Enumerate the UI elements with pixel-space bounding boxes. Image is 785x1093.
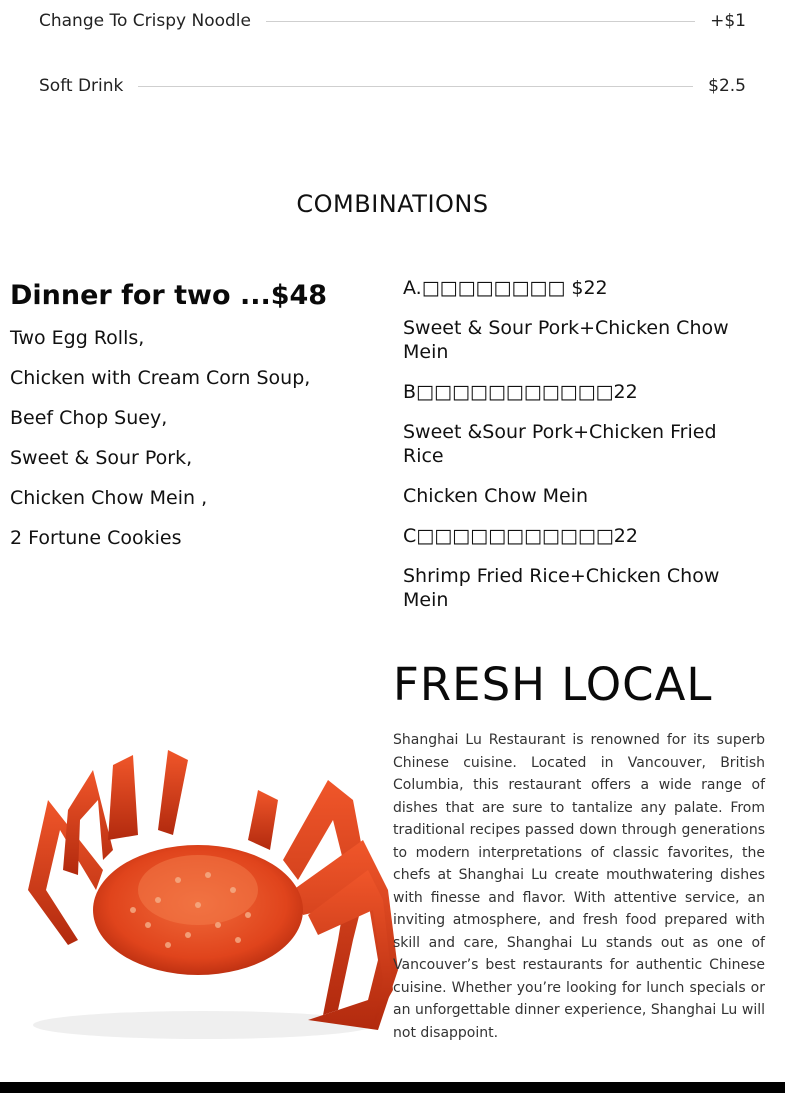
addon-name: Change To Crispy Noodle	[39, 11, 251, 31]
dinner-item: Sweet & Sour Pork,	[10, 447, 193, 469]
dinner-title: Dinner for two ...$48	[10, 280, 328, 311]
addon-price: $2.5	[708, 76, 746, 96]
section-title: COMBINATIONS	[296, 190, 489, 218]
combo-heading: B□□□□□□□□□□□22	[403, 381, 638, 403]
fresh-local-description: Shanghai Lu Restaurant is renowned for its superb Chinese cuisine. Located in Vancouver, British Columbia, this restaurant offers a wide range of dishes that are sure to tantalize any palate. From traditional recipes passed down through generations to modern interpretations of classic favorites, the chefs at Shanghai Lu create mouthwatering dishes with finesse and flavor. With attentive service, an inviting atmosphere, and fresh food prepared with skill and care, Shanghai Lu stands out as one of Vancouver’s best restaurants for authentic Chinese cuisine. Whether you’re looking for lunch specials or an unforgettable dinner experience, Shanghai Lu will not disappoint.	[393, 732, 765, 1041]
dotted-divider	[266, 21, 695, 22]
combo-item: Sweet &Sour Pork+Chicken Fried Rice	[403, 421, 717, 467]
dinner-item: Chicken Chow Mein ,	[10, 487, 208, 509]
addon-name: Soft Drink	[39, 76, 124, 96]
dinner-item: Chicken with Cream Corn Soup,	[10, 367, 311, 389]
dinner-items	[10, 318, 380, 558]
dinner-for-two-block	[10, 276, 380, 558]
combo-item: Sweet & Sour Pork+Chicken Chow Mein	[403, 317, 729, 363]
fresh-local-title: FRESH LOCAL	[393, 658, 713, 711]
footer-bar	[0, 1082, 785, 1093]
dotted-divider	[138, 86, 693, 87]
combo-heading: A.□□□□□□□□ $22	[403, 277, 608, 299]
addon-price: +$1	[710, 11, 746, 31]
dinner-item: Beef Chop Suey,	[10, 407, 168, 429]
crab-image	[8, 740, 408, 1050]
combo-heading: C□□□□□□□□□□□22	[403, 525, 638, 547]
combo-item: Shrimp Fried Rice+Chicken Chow Mein	[403, 565, 720, 611]
combination-list	[403, 276, 763, 628]
combo-item: Chicken Chow Mein	[403, 485, 589, 507]
addon-row	[39, 74, 746, 98]
dinner-item: 2 Fortune Cookies	[10, 527, 182, 549]
addon-row	[39, 9, 746, 33]
dinner-item: Two Egg Rolls,	[10, 327, 145, 349]
